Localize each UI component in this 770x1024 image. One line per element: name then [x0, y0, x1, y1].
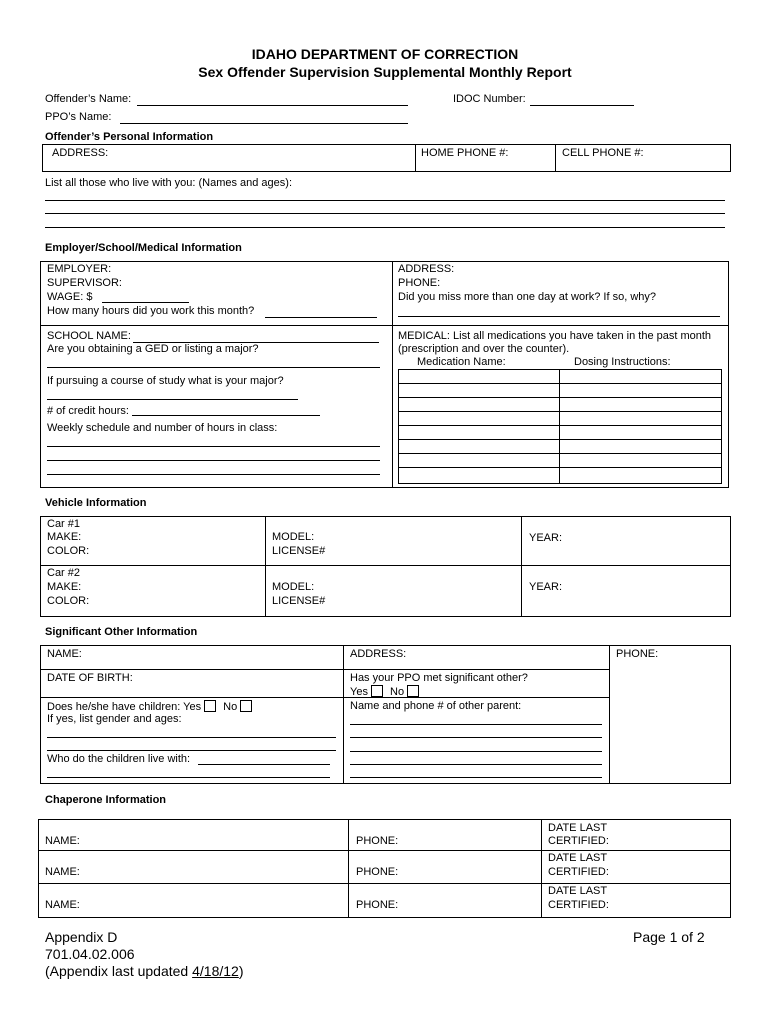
medical-label-2: (prescription and over the counter).: [398, 343, 570, 355]
idoc-number-label: IDOC Number:: [453, 93, 526, 105]
wage-line[interactable]: [102, 302, 189, 303]
car1-label: Car #1: [47, 518, 81, 530]
other-parent-line[interactable]: [350, 724, 602, 725]
household-label: List all those who live with you: (Names and ages):: [45, 177, 293, 189]
medical-label: MEDICAL: List all medications you have taken in the past month: [398, 330, 712, 342]
personal-info-heading: Offender’s Personal Information: [45, 131, 214, 143]
weekly-schedule-line[interactable]: [47, 446, 380, 447]
children-live-label: Who do the children live with:: [47, 753, 191, 765]
children-options: [47, 700, 252, 714]
chaperone-heading: Chaperone Information: [45, 794, 167, 806]
chaperone-phone-field[interactable]: PHONE:: [356, 899, 399, 911]
car1-model-field[interactable]: MODEL:: [272, 531, 315, 543]
document-number: 701.04.02.006: [45, 946, 135, 962]
credit-hours-label: # of credit hours:: [47, 405, 129, 417]
other-parent-line[interactable]: [350, 751, 602, 752]
children-no-label: No: [223, 701, 238, 713]
ppo-met-yes-checkbox[interactable]: [371, 685, 383, 697]
vehicle-heading: Vehicle Information: [45, 497, 147, 509]
offender-name-line[interactable]: [137, 105, 408, 106]
hours-worked-line[interactable]: [265, 317, 377, 318]
car1-make-field[interactable]: MAKE:: [47, 531, 82, 543]
course-major-line[interactable]: [47, 399, 298, 400]
weekly-schedule-label: Weekly schedule and number of hours in class:: [47, 422, 278, 434]
children-yes-checkbox[interactable]: [204, 700, 216, 712]
home-phone-field[interactable]: HOME PHONE #:: [421, 147, 509, 159]
form-subtitle: Sex Offender Supervision Supplemental Monthly Report: [198, 64, 572, 80]
supervisor-field[interactable]: SUPERVISOR:: [47, 277, 122, 289]
chaperone-date-label: DATE LAST: [548, 885, 608, 897]
chaperone-phone-field[interactable]: PHONE:: [356, 866, 399, 878]
chaperone-date-label: DATE LAST: [548, 852, 608, 864]
appendix-label: Appendix D: [45, 929, 118, 945]
gender-ages-line[interactable]: [47, 750, 336, 751]
missed-work-label: Did you miss more than one day at work? If so, why?: [398, 291, 657, 303]
ppo-met-no-checkbox[interactable]: [407, 685, 419, 697]
chaperone-phone-field[interactable]: PHONE:: [356, 835, 399, 847]
wage-field[interactable]: WAGE: $: [47, 291, 93, 303]
chaperone-certified-field[interactable]: CERTIFIED:: [548, 866, 609, 878]
ged-major-line[interactable]: [47, 367, 380, 368]
ged-major-label: Are you obtaining a GED or listing a major?: [47, 343, 259, 355]
ppo-met-no-label: No: [390, 686, 405, 698]
sig-other-name-field[interactable]: NAME:: [47, 648, 82, 660]
credit-hours-line[interactable]: [132, 415, 320, 416]
school-name-label: SCHOOL NAME:: [47, 330, 131, 342]
other-parent-line[interactable]: [350, 764, 602, 765]
vehicle-table: [40, 516, 731, 617]
weekly-schedule-line[interactable]: [47, 474, 380, 475]
household-line[interactable]: [45, 213, 725, 214]
ppo-met-yes-label: Yes: [350, 686, 368, 698]
gender-ages-label: If yes, list gender and ages:: [47, 713, 182, 725]
other-parent-line[interactable]: [350, 737, 602, 738]
sig-other-dob-field[interactable]: DATE OF BIRTH:: [47, 672, 133, 684]
car2-license-field[interactable]: LICENSE#: [272, 595, 326, 607]
other-parent-label: Name and phone # of other parent:: [350, 700, 522, 712]
sig-other-phone-field[interactable]: PHONE:: [616, 648, 659, 660]
weekly-schedule-line[interactable]: [47, 460, 380, 461]
sig-other-heading: Significant Other Information: [45, 626, 198, 638]
address-field[interactable]: ADDRESS:: [52, 147, 109, 159]
other-parent-line[interactable]: [350, 777, 602, 778]
children-label: Does he/she have children: Yes: [47, 701, 202, 713]
chaperone-certified-field[interactable]: CERTIFIED:: [548, 835, 609, 847]
children-no-checkbox[interactable]: [240, 700, 252, 712]
ppo-name-label: PPO’s Name:: [45, 111, 112, 123]
chaperone-date-label: DATE LAST: [548, 822, 608, 834]
car2-make-field[interactable]: MAKE:: [47, 581, 82, 593]
hours-worked-label: How many hours did you work this month?: [47, 305, 255, 317]
chaperone-name-field[interactable]: NAME:: [45, 835, 80, 847]
car1-license-field[interactable]: LICENSE#: [272, 545, 326, 557]
employer-phone-field[interactable]: PHONE:: [398, 277, 441, 289]
car2-color-field[interactable]: COLOR:: [47, 595, 90, 607]
car1-year-field[interactable]: YEAR:: [529, 532, 563, 544]
household-line[interactable]: [45, 200, 725, 201]
employer-heading: Employer/School/Medical Information: [45, 242, 242, 254]
last-updated: (Appendix last updated 4/18/12): [45, 963, 244, 979]
chaperone-certified-field[interactable]: CERTIFIED:: [548, 899, 609, 911]
medication-name-header: Medication Name:: [417, 356, 506, 368]
ppo-met-label: Has your PPO met significant other?: [350, 672, 528, 684]
chaperone-name-field[interactable]: NAME:: [45, 866, 80, 878]
employer-field[interactable]: EMPLOYER:: [47, 263, 112, 275]
last-updated-date: 4/18/12: [192, 963, 239, 979]
gender-ages-line[interactable]: [47, 737, 336, 738]
idoc-number-line[interactable]: [530, 105, 634, 106]
children-live-line[interactable]: [198, 764, 330, 765]
chaperone-name-field[interactable]: NAME:: [45, 899, 80, 911]
page-number: Page 1 of 2: [633, 929, 705, 945]
employer-address-field[interactable]: ADDRESS:: [398, 263, 455, 275]
car1-color-field[interactable]: COLOR:: [47, 545, 90, 557]
ppo-name-line[interactable]: [120, 123, 408, 124]
cell-phone-field[interactable]: CELL PHONE #:: [562, 147, 644, 159]
course-major-label: If pursuing a course of study what is your major?: [47, 375, 284, 387]
form-title: IDAHO DEPARTMENT OF CORRECTION: [251, 46, 519, 62]
children-live-line[interactable]: [47, 777, 330, 778]
dosing-header: Dosing Instructions:: [574, 356, 671, 368]
household-line[interactable]: [45, 227, 725, 228]
missed-work-line[interactable]: [398, 316, 720, 317]
car2-label: Car #2: [47, 567, 81, 579]
car2-model-field[interactable]: MODEL:: [272, 581, 315, 593]
ppo-met-options: [350, 685, 419, 699]
offender-name-label: Offender’s Name:: [45, 93, 132, 105]
sig-other-address-field[interactable]: ADDRESS:: [350, 648, 407, 660]
car2-year-field[interactable]: YEAR:: [529, 581, 563, 593]
